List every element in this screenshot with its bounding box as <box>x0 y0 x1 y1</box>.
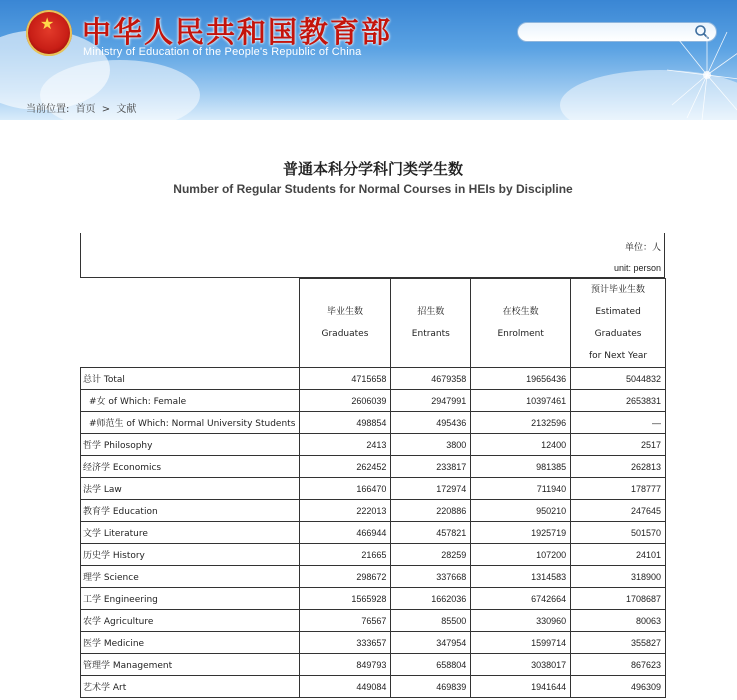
breadcrumb-separator: > <box>101 104 111 115</box>
header-cn: 在校生数 <box>502 307 539 317</box>
table-row <box>81 566 666 588</box>
row-value: 4715658 <box>299 368 391 390</box>
header-en: Entrants <box>411 329 450 339</box>
dandelion-decoration <box>657 30 737 120</box>
row-value: 3038017 <box>471 654 571 676</box>
row-value: 658804 <box>391 654 471 676</box>
row-value: 981385 <box>471 456 571 478</box>
row-value: 85500 <box>391 610 471 632</box>
row-value: 247645 <box>571 500 666 522</box>
row-value: 166470 <box>299 478 391 500</box>
table-header-blank <box>81 279 300 368</box>
breadcrumb-prefix: 当前位置: <box>26 104 70 115</box>
table-row <box>81 632 666 654</box>
row-value: 2606039 <box>299 390 391 412</box>
row-value: 76567 <box>299 610 391 632</box>
header-cn: 招生数 <box>417 307 445 317</box>
row-value: 3800 <box>391 434 471 456</box>
table-row <box>81 500 666 522</box>
row-value: 298672 <box>299 566 391 588</box>
row-value: 262452 <box>299 456 391 478</box>
row-label: 理学 Science <box>81 566 300 588</box>
row-value: 449084 <box>299 676 391 698</box>
table-row <box>81 368 666 390</box>
row-value: 330960 <box>471 610 571 632</box>
table-row <box>81 610 666 632</box>
students-table <box>80 278 666 698</box>
row-value: 19656436 <box>471 368 571 390</box>
row-label: 经济学 Economics <box>81 456 300 478</box>
table-header-estimated <box>571 279 666 368</box>
national-emblem-icon: ★ <box>26 10 72 56</box>
row-value: 337668 <box>391 566 471 588</box>
row-value: 1662036 <box>391 588 471 610</box>
header-en: Estimated Graduates <box>594 307 642 339</box>
row-value: 178777 <box>571 478 666 500</box>
row-value: 2413 <box>299 434 391 456</box>
row-value: 496309 <box>571 676 666 698</box>
row-value: 950210 <box>471 500 571 522</box>
row-value: 457821 <box>391 522 471 544</box>
row-value: 2517 <box>571 434 666 456</box>
row-value: 1941644 <box>471 676 571 698</box>
row-label: 法学 Law <box>81 478 300 500</box>
row-value: 10397461 <box>471 390 571 412</box>
row-value: 2653831 <box>571 390 666 412</box>
row-value: 333657 <box>299 632 391 654</box>
row-label: 工学 Engineering <box>81 588 300 610</box>
row-label: 哲学 Philosophy <box>81 434 300 456</box>
row-value: 355827 <box>571 632 666 654</box>
table-row <box>81 412 666 434</box>
unit-box <box>80 233 665 278</box>
breadcrumb <box>26 100 139 115</box>
row-value: 4679358 <box>391 368 471 390</box>
row-label: 教育学 Education <box>81 500 300 522</box>
breadcrumb-current[interactable]: 文献 <box>116 104 137 115</box>
row-value: 233817 <box>391 456 471 478</box>
table-header-graduates <box>299 279 391 368</box>
row-value: 466944 <box>299 522 391 544</box>
row-value: 1565928 <box>299 588 391 610</box>
row-value: 220886 <box>391 500 471 522</box>
row-value: 28259 <box>391 544 471 566</box>
row-value: 469839 <box>391 676 471 698</box>
row-value: 849793 <box>299 654 391 676</box>
row-label: 管理学 Management <box>81 654 300 676</box>
unit-label-cn: 单位：人 <box>624 243 661 253</box>
row-value: 24101 <box>571 544 666 566</box>
table-row <box>81 654 666 676</box>
row-label: #师范生 of Which: Normal University Students <box>81 412 300 434</box>
header-cn: 毕业生数 <box>326 307 363 317</box>
table-row <box>81 478 666 500</box>
page-title-cn: 普通本科分学科门类学生数 <box>282 160 463 178</box>
table-row <box>81 588 666 610</box>
row-value: — <box>571 412 666 434</box>
table-row <box>81 522 666 544</box>
row-value: 21665 <box>299 544 391 566</box>
table-header-enrolment <box>471 279 571 368</box>
row-value: 172974 <box>391 478 471 500</box>
table-row <box>81 390 666 412</box>
row-label: 艺术学 Art <box>81 676 300 698</box>
row-value: 5044832 <box>571 368 666 390</box>
row-value: 6742664 <box>471 588 571 610</box>
row-value: 498854 <box>299 412 391 434</box>
row-value: 80063 <box>571 610 666 632</box>
row-value: 1925719 <box>471 522 571 544</box>
table-header-row <box>81 279 666 368</box>
row-value: 347954 <box>391 632 471 654</box>
row-value: 495436 <box>391 412 471 434</box>
row-value: 12400 <box>471 434 571 456</box>
row-value: 711940 <box>471 478 571 500</box>
row-value: 262813 <box>571 456 666 478</box>
table-row <box>81 456 666 478</box>
row-label: 农学 Agriculture <box>81 610 300 632</box>
row-label: 历史学 History <box>81 544 300 566</box>
row-value: 318900 <box>571 566 666 588</box>
unit-label-en: unit: person <box>613 263 661 273</box>
row-value: 107200 <box>471 544 571 566</box>
row-label: 文学 Literature <box>81 522 300 544</box>
row-value: 1314583 <box>471 566 571 588</box>
table-row <box>81 676 666 698</box>
row-value: 222013 <box>299 500 391 522</box>
table-row <box>81 544 666 566</box>
breadcrumb-home-link[interactable]: 首页 <box>75 104 96 115</box>
row-value: 1599714 <box>471 632 571 654</box>
row-value: 867623 <box>571 654 666 676</box>
page-title-en: Number of Regular Students for Normal Courses in HEIs by Discipline <box>173 182 573 196</box>
header-en2: for Next Year <box>588 351 648 361</box>
row-label: 医学 Medicine <box>81 632 300 654</box>
header-en: Enrolment <box>497 329 544 339</box>
row-value: 501570 <box>571 522 666 544</box>
table-header-entrants <box>391 279 471 368</box>
header-cn: 预计毕业生数 <box>591 285 646 295</box>
header-en: Graduates <box>321 329 369 339</box>
row-value: 1708687 <box>571 588 666 610</box>
site-header <box>0 0 737 120</box>
site-title-en[interactable]: Ministry of Education of the People's Republic of China <box>83 46 362 58</box>
table-row <box>81 434 666 456</box>
row-label: #女 of Which: Female <box>81 390 300 412</box>
table-body <box>81 368 666 698</box>
row-label: 总计 Total <box>81 368 300 390</box>
row-value: 2132596 <box>471 412 571 434</box>
row-value: 2947991 <box>391 390 471 412</box>
site-title-cn[interactable]: 中华人民共和国教育部 <box>82 15 393 49</box>
